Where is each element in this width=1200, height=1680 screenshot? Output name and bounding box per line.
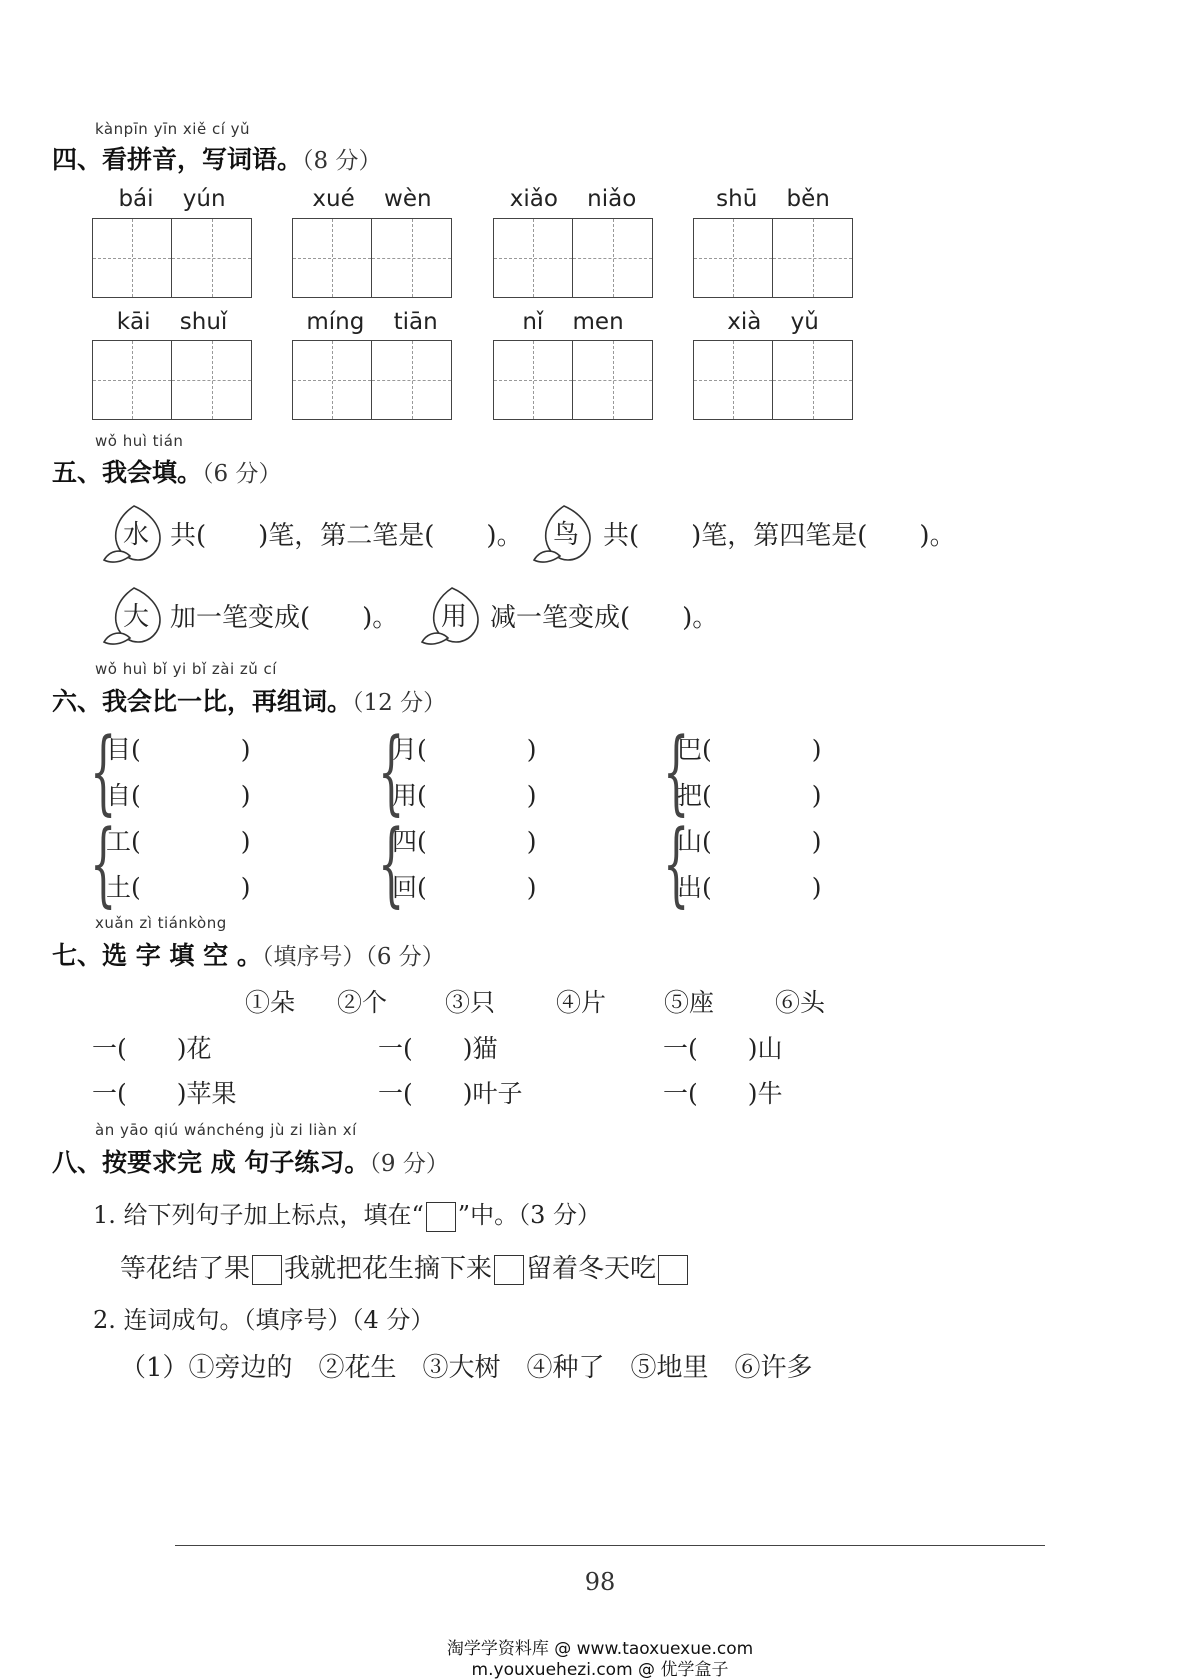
sentence-part: 留着冬天吃 (526, 1254, 657, 1284)
sec6-title-text: 六、我会比一比，再组词。 (52, 687, 353, 716)
compare-word: 自( ) (106, 781, 251, 810)
sec8-score: （9 分） (369, 1151, 449, 1177)
watermark-line-1: 淘学学资料库 @ www.taoxuexue.com (446, 1639, 754, 1659)
brace-icon: { (378, 718, 405, 825)
writing-grid[interactable] (493, 218, 653, 298)
compare-word: 把( ) (677, 781, 822, 810)
sec5-title-text: 五、我会填。 (52, 458, 203, 487)
sec8-pinyin: àn yāo qiú wánchéng jù zi liàn xí (95, 1121, 357, 1139)
option-item: ④片 (556, 988, 607, 1017)
question-1 (93, 1195, 601, 1232)
sentence-part: 我就把花生摘下来 (284, 1254, 493, 1284)
blank-item: 一( )猫 (378, 1034, 498, 1063)
peach-char: 水 (122, 520, 149, 550)
compare-word: 工( ) (106, 827, 251, 856)
word-pinyin-5: kāi shuǐ (116, 309, 228, 335)
peach-char: 大 (122, 602, 149, 632)
compare-word: 巴( ) (677, 735, 822, 764)
footer-divider (175, 1545, 1045, 1546)
word-pinyin-3: xiǎo niǎo (509, 186, 637, 212)
writing-grid[interactable] (693, 340, 853, 420)
blank-item: 一( )牛 (663, 1079, 783, 1108)
fill-text: 减一笔变成( )。 (490, 603, 719, 633)
sec7-pinyin: xuǎn zì tiánkòng (95, 914, 227, 932)
compare-word: 用( ) (392, 781, 537, 810)
writing-grid[interactable] (92, 218, 252, 298)
option-item: ⑥头 (775, 988, 826, 1017)
word-pinyin-7: nǐ men (522, 309, 624, 335)
sec7-title (52, 936, 445, 972)
peach-char: 鸟 (552, 520, 579, 550)
sec5-title (52, 453, 281, 489)
word-pinyin-1: bái yún (118, 186, 226, 212)
punctuation-sentence (120, 1248, 690, 1285)
blank-item: 一( )苹果 (92, 1079, 237, 1108)
sec4-score: （8 分） (302, 148, 382, 174)
sentence-part: 等花结了果 (120, 1254, 251, 1284)
writing-grid[interactable] (292, 218, 452, 298)
word-pinyin-8: xià yǔ (727, 309, 819, 335)
compare-word: 土( ) (106, 873, 251, 902)
question-2: 2. 连词成句。（填序号）（4 分） (93, 1306, 435, 1334)
page-number: 98 (584, 1568, 616, 1596)
compare-word: 四( ) (392, 827, 537, 856)
compare-word: 目( ) (106, 735, 251, 764)
watermark-line-2: m.youxuehezi.com @ 优学盒子 (471, 1660, 729, 1680)
sec7-title-text: 七、选 字 填 空 。 (52, 941, 262, 970)
word-pinyin-2: xué wèn (312, 186, 432, 212)
sec8-title (52, 1143, 449, 1179)
question-2-1: （1）①旁边的 ②花生 ③大树 ④种了 ⑤地里 ⑥许多 (120, 1353, 813, 1383)
peach-icon (100, 500, 172, 570)
answer-box[interactable] (658, 1255, 688, 1285)
option-item: ②个 (337, 988, 388, 1017)
compare-word: 月( ) (392, 735, 537, 764)
blank-item: 一( )花 (92, 1034, 212, 1063)
option-item: ⑤座 (664, 988, 715, 1017)
answer-box[interactable] (494, 1255, 524, 1285)
brace-icon: { (90, 718, 117, 825)
writing-grid[interactable] (292, 340, 452, 420)
answer-box[interactable] (252, 1255, 282, 1285)
sec4-title-text: 四、看拼音，写词语。 (52, 145, 303, 174)
fill-text: 共( )笔，第二笔是( )。 (170, 521, 523, 551)
blank-item: 一( )叶子 (378, 1079, 523, 1108)
sec5-score: （6 分） (202, 461, 282, 487)
blank-item: 一( )山 (663, 1034, 783, 1063)
fill-text: 共( )笔，第四笔是( )。 (603, 521, 956, 551)
q1-prefix: 1. 给下列句子加上标点，填在“ (93, 1201, 424, 1229)
word-pinyin-4: shū běn (716, 186, 830, 212)
option-item: ①朵 (245, 988, 296, 1017)
q1-suffix: ”中。（3 分） (457, 1201, 601, 1229)
option-item: ③只 (445, 988, 496, 1017)
brace-icon: { (90, 810, 117, 917)
compare-word: 回( ) (392, 873, 537, 902)
writing-grid[interactable] (493, 340, 653, 420)
sec8-title-text: 八、按要求完 成 句子练习。 (52, 1148, 370, 1177)
peach-icon (530, 500, 602, 570)
word-pinyin-6: míng tiān (306, 309, 438, 335)
fill-text: 加一笔变成( )。 (170, 603, 399, 633)
sec4-title (52, 140, 381, 176)
peach-icon (100, 582, 172, 652)
sec6-pinyin: wǒ huì bǐ yi bǐ zài zǔ cí (95, 660, 277, 678)
sec7-score: （填序号）（6 分） (261, 944, 445, 970)
sec6-title (52, 682, 446, 718)
compare-word: 山( ) (677, 827, 822, 856)
answer-box[interactable] (426, 1202, 456, 1232)
writing-grid[interactable] (92, 340, 252, 420)
writing-grid[interactable] (693, 218, 853, 298)
sec5-pinyin: wǒ huì tián (95, 432, 184, 450)
peach-icon (418, 582, 490, 652)
brace-icon: { (663, 810, 690, 917)
sec6-score: （12 分） (352, 690, 447, 716)
brace-icon: { (378, 810, 405, 917)
compare-word: 出( ) (677, 873, 822, 902)
sec4-pinyin: kànpīn yīn xiě cí yǔ (95, 120, 251, 138)
peach-char: 用 (440, 602, 467, 632)
brace-icon: { (663, 718, 690, 825)
